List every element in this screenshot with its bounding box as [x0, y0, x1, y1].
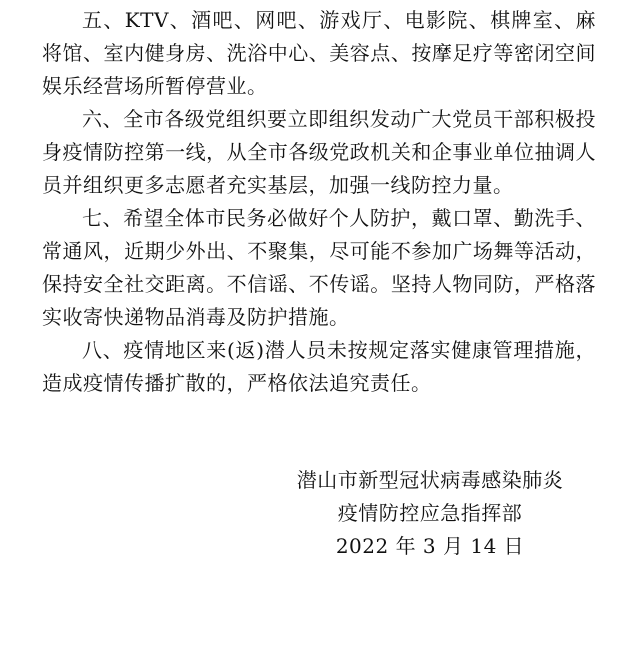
- signature-org-line1: 潜山市新型冠状病毒感染肺炎: [296, 468, 564, 492]
- notice-paragraph-item6: 六、全市各级党组织要立即组织发动广大党员干部积极投身疫情防控第一线，从全市各级党政机关和企事业单位抽调人员并组织更多志愿者充实基层，加强一线防控力量。: [42, 107, 596, 197]
- notice-paragraph-item8: 八、疫情地区来(返)潜人员未按规定落实健康管理措施，造成疫情传播扩散的，严格依法追究责任。: [42, 338, 596, 395]
- signature-org-line2: 疫情防控应急指挥部: [337, 501, 523, 525]
- notice-body: [42, 4, 596, 400]
- signature-block: [280, 464, 580, 563]
- notice-paragraph-item7: 七、希望全体市民务必做好个人防护，戴口罩、勤洗手、常通风，近期少外出、不聚集，尽可能不参加广场舞等活动，保持安全社交距离。不信谣、不传谣。坚持人物同防，严格落实收寄快递物品消毒及防护措施。: [42, 206, 596, 329]
- notice-paragraph-item5: 五、KTV、酒吧、网吧、游戏厅、电影院、棋牌室、麻将馆、室内健身房、洗浴中心、美容点、按摩足疗等密闭空间娱乐经营场所暂停营业。: [42, 8, 596, 98]
- signature-date: 2022 年 3 月 14 日: [335, 534, 525, 558]
